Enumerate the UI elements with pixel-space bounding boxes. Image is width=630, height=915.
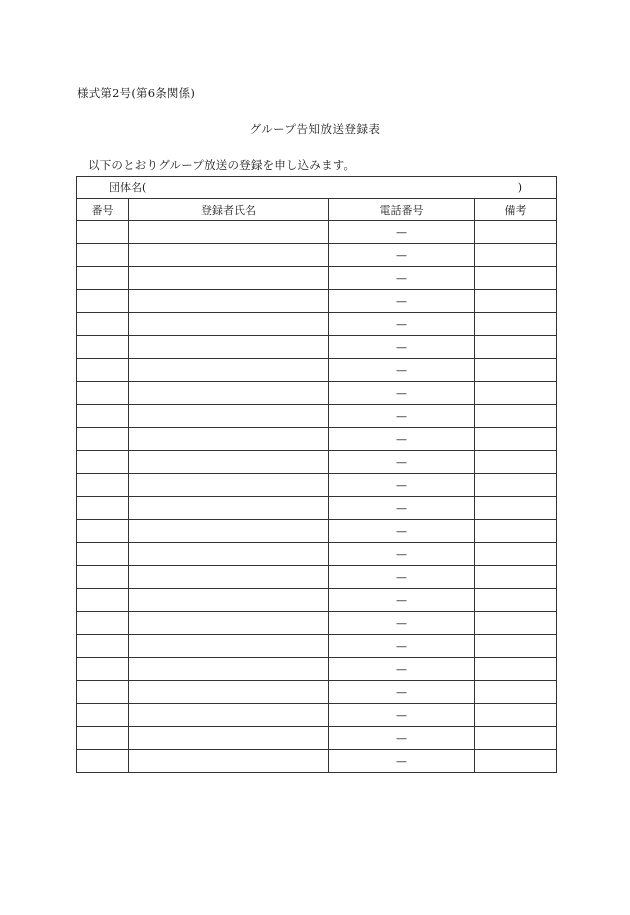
row-name-cell[interactable] <box>129 474 329 497</box>
row-name-cell[interactable] <box>129 290 329 313</box>
table-row <box>77 543 557 566</box>
table-row <box>77 750 557 773</box>
row-name-cell[interactable] <box>129 658 329 681</box>
row-number-cell[interactable] <box>77 359 129 382</box>
row-number-cell[interactable] <box>77 290 129 313</box>
row-name-cell[interactable] <box>129 244 329 267</box>
row-name-cell[interactable] <box>129 727 329 750</box>
row-remarks-cell[interactable] <box>475 566 557 589</box>
table-row <box>77 520 557 543</box>
row-name-cell[interactable] <box>129 589 329 612</box>
page-title: グループ告知放送登録表 <box>249 122 381 136</box>
row-number-cell[interactable] <box>77 612 129 635</box>
row-name-cell[interactable] <box>129 428 329 451</box>
table-row <box>77 313 557 336</box>
row-remarks-cell[interactable] <box>475 474 557 497</box>
row-phone-cell[interactable]: — <box>329 474 475 497</box>
table-row <box>77 658 557 681</box>
row-number-cell[interactable] <box>77 658 129 681</box>
row-number-cell[interactable] <box>77 405 129 428</box>
row-name-cell[interactable] <box>129 612 329 635</box>
row-remarks-cell[interactable] <box>475 359 557 382</box>
row-number-cell[interactable] <box>77 543 129 566</box>
row-name-cell[interactable] <box>129 313 329 336</box>
row-name-cell[interactable] <box>129 704 329 727</box>
table-row <box>77 497 557 520</box>
registration-table-body <box>77 177 557 773</box>
row-number-cell[interactable] <box>77 750 129 773</box>
row-phone-cell[interactable]: — <box>329 497 475 520</box>
row-phone-cell[interactable]: — <box>329 382 475 405</box>
row-number-cell[interactable] <box>77 681 129 704</box>
table-row <box>77 244 557 267</box>
row-phone-cell[interactable]: — <box>329 313 475 336</box>
organization-name-field[interactable] <box>77 177 557 199</box>
organization-close-paren: ) <box>517 181 522 194</box>
header-row <box>77 199 557 221</box>
row-remarks-cell[interactable] <box>475 635 557 658</box>
row-number-cell[interactable] <box>77 382 129 405</box>
row-number-cell[interactable] <box>77 313 129 336</box>
table-row <box>77 405 557 428</box>
row-number-cell[interactable] <box>77 589 129 612</box>
table-row <box>77 727 557 750</box>
row-name-cell[interactable] <box>129 359 329 382</box>
row-remarks-cell[interactable] <box>475 244 557 267</box>
row-name-cell[interactable] <box>129 382 329 405</box>
form-number: 様式第2号(第6条関係) <box>77 86 196 100</box>
row-remarks-cell[interactable] <box>475 428 557 451</box>
table-row <box>77 451 557 474</box>
row-phone-cell[interactable]: — <box>329 612 475 635</box>
organization-row <box>77 177 557 199</box>
row-phone-cell[interactable]: — <box>329 221 475 244</box>
row-name-cell[interactable] <box>129 750 329 773</box>
row-phone-cell[interactable]: — <box>329 520 475 543</box>
row-phone-cell[interactable]: — <box>329 704 475 727</box>
row-phone-cell[interactable]: — <box>329 681 475 704</box>
row-phone-cell[interactable]: — <box>329 451 475 474</box>
row-name-cell[interactable] <box>129 267 329 290</box>
row-remarks-cell[interactable] <box>475 727 557 750</box>
intro-text: 以下のとおりグループ放送の登録を申し込みます。 <box>88 158 356 172</box>
row-name-cell[interactable] <box>129 221 329 244</box>
row-number-cell[interactable] <box>77 635 129 658</box>
row-phone-cell[interactable]: — <box>329 727 475 750</box>
table-row <box>77 290 557 313</box>
row-remarks-cell[interactable] <box>475 658 557 681</box>
row-number-cell[interactable] <box>77 727 129 750</box>
row-phone-cell[interactable]: — <box>329 244 475 267</box>
row-number-cell[interactable] <box>77 520 129 543</box>
header-phone-number: 電話番号 <box>329 199 475 221</box>
header-remarks: 備考 <box>475 199 557 221</box>
table-row <box>77 221 557 244</box>
row-phone-cell[interactable]: — <box>329 750 475 773</box>
row-phone-cell[interactable]: — <box>329 405 475 428</box>
row-number-cell[interactable] <box>77 267 129 290</box>
row-number-cell[interactable] <box>77 221 129 244</box>
row-number-cell[interactable] <box>77 336 129 359</box>
row-remarks-cell[interactable] <box>475 681 557 704</box>
row-phone-cell[interactable]: — <box>329 336 475 359</box>
row-name-cell[interactable] <box>129 451 329 474</box>
row-number-cell[interactable] <box>77 704 129 727</box>
row-remarks-cell[interactable] <box>475 589 557 612</box>
row-name-cell[interactable] <box>129 520 329 543</box>
row-number-cell[interactable] <box>77 566 129 589</box>
row-remarks-cell[interactable] <box>475 543 557 566</box>
row-phone-cell[interactable]: — <box>329 566 475 589</box>
row-name-cell[interactable] <box>129 543 329 566</box>
row-phone-cell[interactable]: — <box>329 589 475 612</box>
row-phone-cell[interactable]: — <box>329 658 475 681</box>
table-row <box>77 474 557 497</box>
row-remarks-cell[interactable] <box>475 451 557 474</box>
row-remarks-cell[interactable] <box>475 750 557 773</box>
row-remarks-cell[interactable] <box>475 704 557 727</box>
row-remarks-cell[interactable] <box>475 267 557 290</box>
row-phone-cell[interactable]: — <box>329 359 475 382</box>
row-phone-cell[interactable]: — <box>329 290 475 313</box>
organization-label: 団体名( <box>109 181 147 194</box>
row-number-cell[interactable] <box>77 451 129 474</box>
row-name-cell[interactable] <box>129 681 329 704</box>
row-remarks-cell[interactable] <box>475 336 557 359</box>
row-phone-cell[interactable]: — <box>329 543 475 566</box>
table-row <box>77 359 557 382</box>
table-row <box>77 336 557 359</box>
row-name-cell[interactable] <box>129 336 329 359</box>
table-row <box>77 267 557 290</box>
table-row <box>77 566 557 589</box>
table-row <box>77 681 557 704</box>
row-phone-cell[interactable]: — <box>329 267 475 290</box>
header-number: 番号 <box>77 199 129 221</box>
row-remarks-cell[interactable] <box>475 497 557 520</box>
row-name-cell[interactable] <box>129 566 329 589</box>
table-row <box>77 589 557 612</box>
table-row <box>77 635 557 658</box>
row-remarks-cell[interactable] <box>475 612 557 635</box>
row-remarks-cell[interactable] <box>475 313 557 336</box>
row-number-cell[interactable] <box>77 474 129 497</box>
table-row <box>77 612 557 635</box>
table-row <box>77 428 557 451</box>
row-name-cell[interactable] <box>129 497 329 520</box>
table-row <box>77 704 557 727</box>
row-phone-cell[interactable]: — <box>329 428 475 451</box>
row-remarks-cell[interactable] <box>475 405 557 428</box>
table-row <box>77 382 557 405</box>
row-number-cell[interactable] <box>77 244 129 267</box>
row-remarks-cell[interactable] <box>475 520 557 543</box>
row-remarks-cell[interactable] <box>475 221 557 244</box>
registration-table <box>76 176 557 773</box>
row-phone-cell[interactable]: — <box>329 635 475 658</box>
row-name-cell[interactable] <box>129 405 329 428</box>
row-number-cell[interactable] <box>77 428 129 451</box>
row-remarks-cell[interactable] <box>475 290 557 313</box>
row-name-cell[interactable] <box>129 635 329 658</box>
row-number-cell[interactable] <box>77 497 129 520</box>
header-registrant-name: 登録者氏名 <box>129 199 329 221</box>
row-remarks-cell[interactable] <box>475 382 557 405</box>
